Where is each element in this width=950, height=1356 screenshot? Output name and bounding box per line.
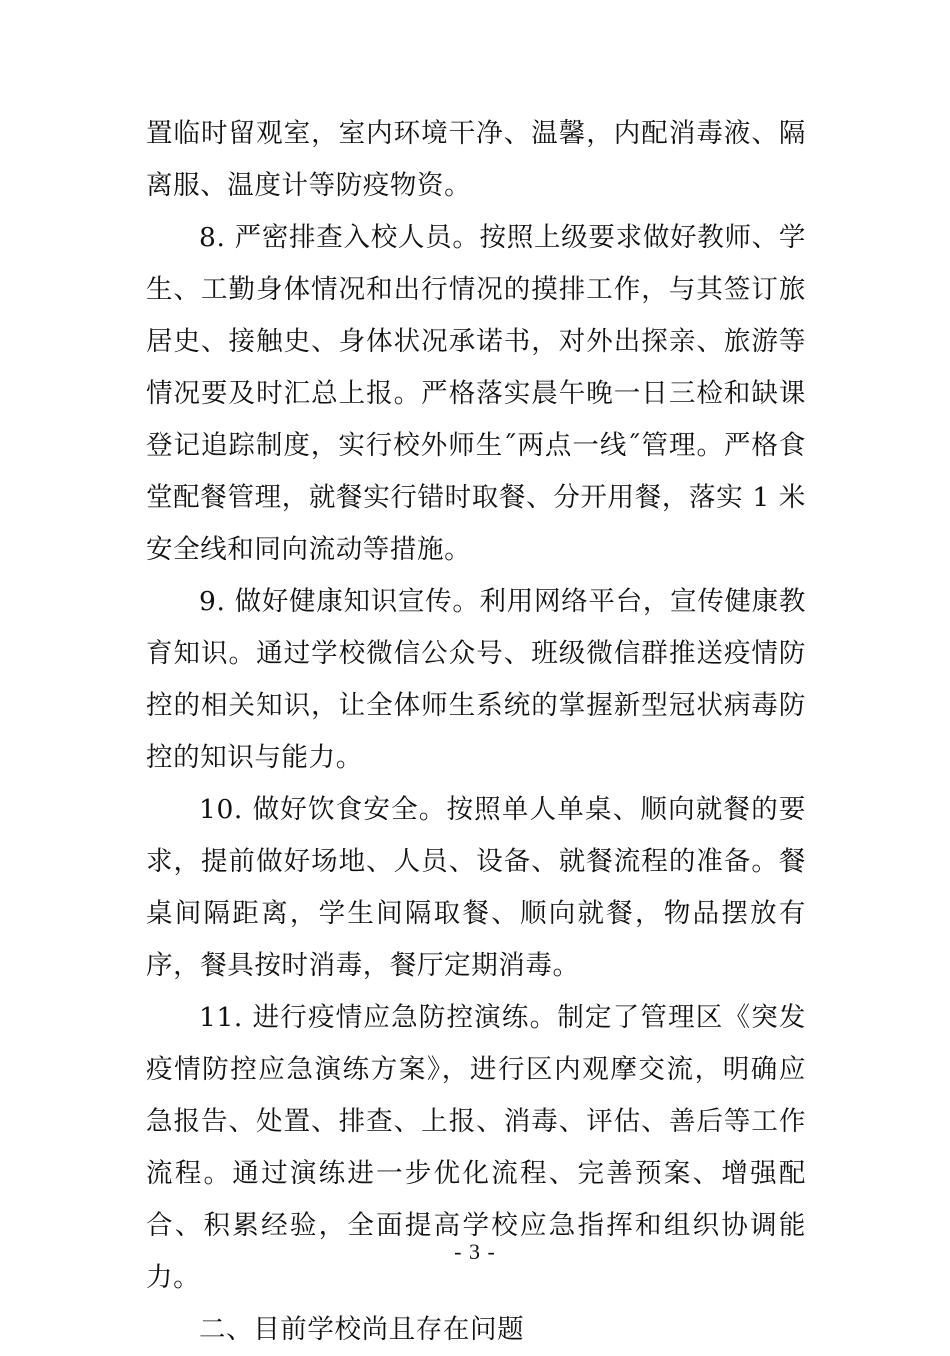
paragraph-item-8-screening: 8. 严密排查入校人员。按照上级要求做好教师、学生、工勤身体情况和出行情况的摸排工作，与其签订旅居史、接触史、身体状况承诺书，对外出探亲、旅游等情况要及时汇总上报。严格落实晨午晚一日三检和缺课登记追踪制度，实行校外师生˝两点一线˝管理。严格食堂配餐管理，就餐实行错时取餐、分开用餐，落实 1 米安全线和同向流动等措施。 <box>146 222 806 565</box>
page-number: - 3 - <box>454 1239 496 1264</box>
paragraph-observation-room: 置临时留观室，室内环境干净、温馨，内配消毒液、隔离服、温度计等防疫物资。 <box>146 118 806 201</box>
paragraph-item-10-food-safety: 10. 做好饮食安全。按照单人单桌、顺向就餐的要求，提前做好场地、人员、设备、就餐流程的准备。餐桌间隔距离，学生间隔取餐、顺向就餐，物品摆放有序，餐具按时消毒，餐厅定期消毒。 <box>146 794 806 981</box>
body-text <box>146 108 806 1356</box>
section-heading-existing-problems: 二、目前学校尚且存在问题 <box>199 1314 525 1345</box>
paragraph-item-11-emergency-drill: 11. 进行疫情应急防控演练。制定了管理区《突发疫情防控应急演练方案》，进行区内观摩交流，明确应急报告、处置、排查、上报、消毒、评估、善后等工作流程。通过演练进一步优化流程、完善预案、增强配合、积累经验，全面提高学校应急指挥和组织协调能力。 <box>146 1002 806 1293</box>
paragraph-item-9-health-education: 9. 做好健康知识宣传。利用网络平台，宣传健康教育知识。通过学校微信公众号、班级微信群推送疫情防控的相关知识，让全体师生系统的掌握新型冠状病毒防控的知识与能力。 <box>146 586 806 773</box>
